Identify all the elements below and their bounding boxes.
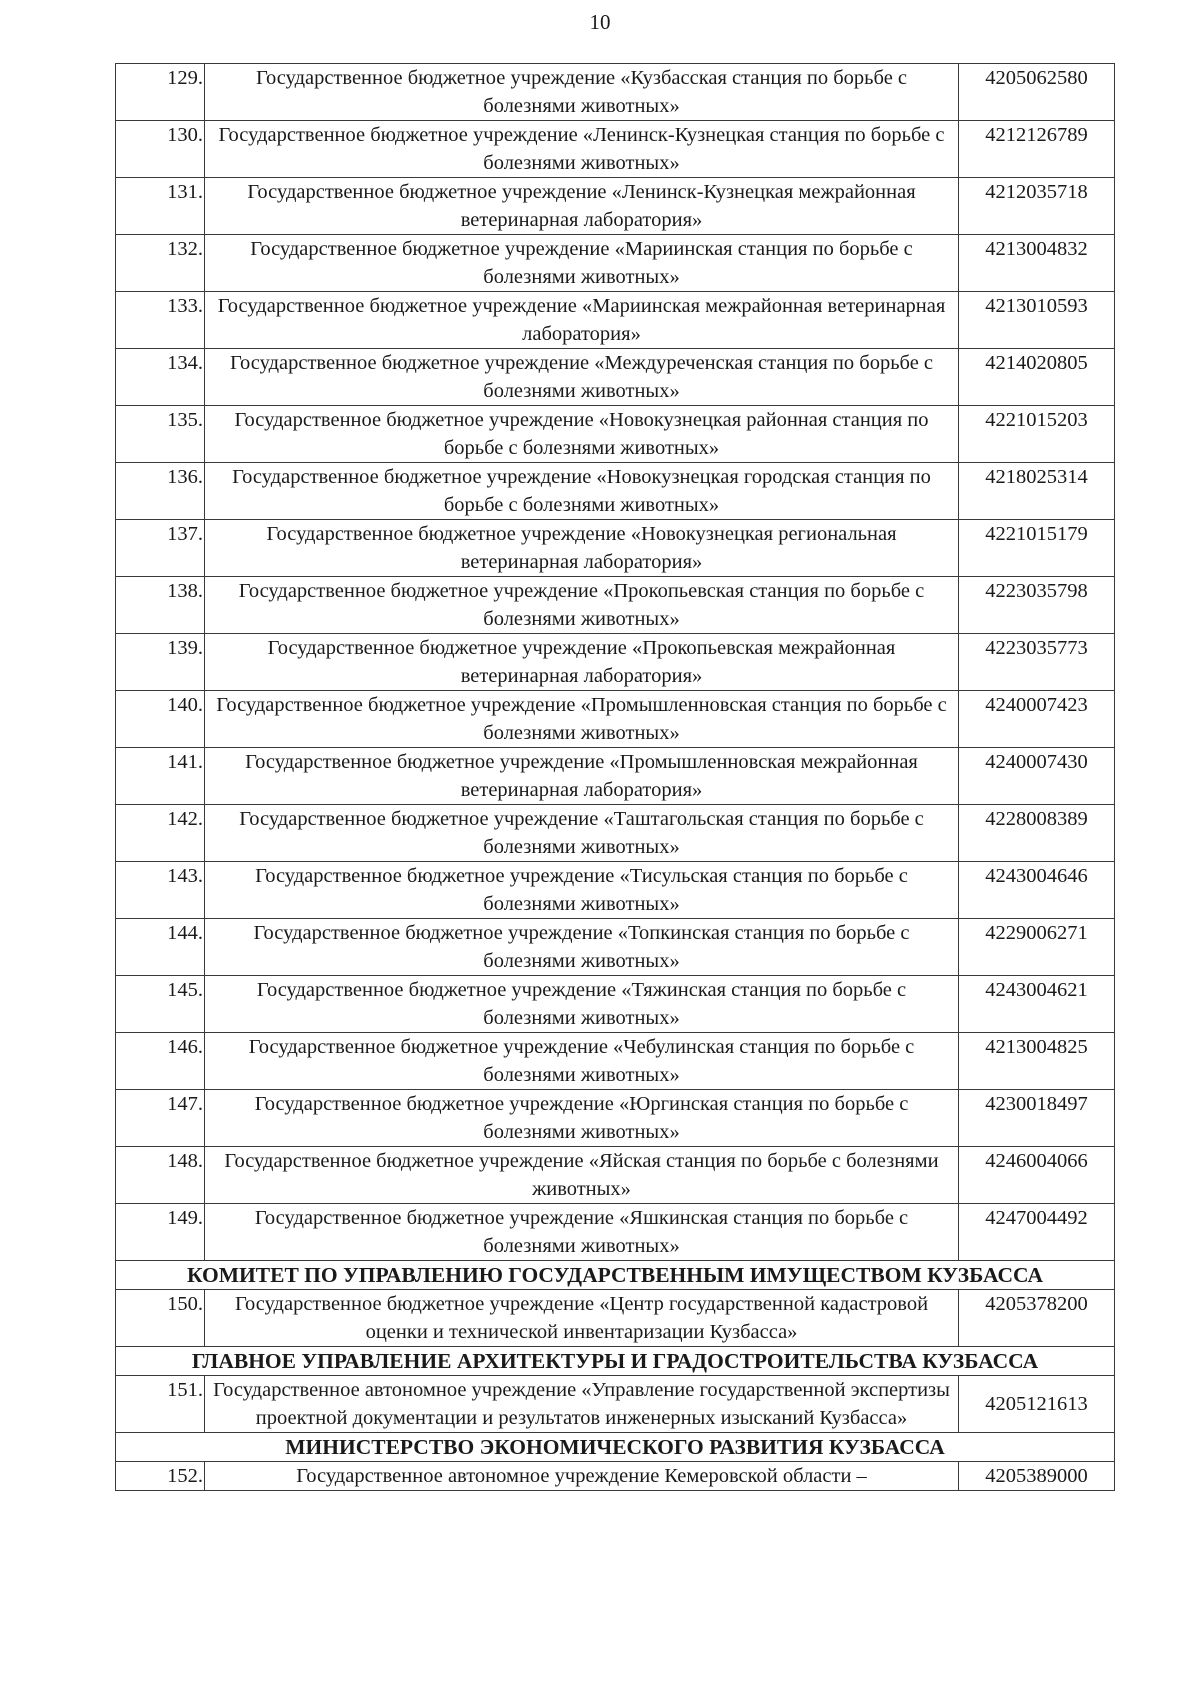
institution-name: Государственное бюджетное учреждение «Кузбасская станция по борьбе с болезнями животных» xyxy=(205,64,959,121)
institution-name: Государственное бюджетное учреждение «Юргинская станция по борьбе с болезнями животных» xyxy=(205,1090,959,1147)
institution-name: Государственное бюджетное учреждение «Таштагольская станция по борьбе с болезнями животных» xyxy=(205,805,959,862)
table-row xyxy=(116,577,1115,634)
institution-name: Государственное бюджетное учреждение «Чебулинская станция по борьбе с болезнями животных» xyxy=(205,1033,959,1090)
inn-code: 4205062580 xyxy=(959,64,1115,121)
section-title: ГЛАВНОЕ УПРАВЛЕНИЕ АРХИТЕКТУРЫ И ГРАДОСТРОИТЕЛЬСТВА КУЗБАССА xyxy=(116,1347,1115,1376)
row-number: 152. xyxy=(116,1462,205,1491)
section-title: МИНИСТЕРСТВО ЭКОНОМИЧЕСКОГО РАЗВИТИЯ КУЗБАССА xyxy=(116,1433,1115,1462)
institution-name: Государственное бюджетное учреждение «Ленинск-Кузнецкая межрайонная ветеринарная лаборатория» xyxy=(205,178,959,235)
institution-name: Государственное бюджетное учреждение «Топкинская станция по борьбе с болезнями животных» xyxy=(205,919,959,976)
row-number: 133. xyxy=(116,292,205,349)
institution-name: Государственное бюджетное учреждение «Междуреченская станция по борьбе с болезнями животных» xyxy=(205,349,959,406)
row-number: 139. xyxy=(116,634,205,691)
inn-code: 4205121613 xyxy=(959,1376,1115,1433)
institution-name: Государственное бюджетное учреждение «Ленинск-Кузнецкая станция по борьбе с болезнями животных» xyxy=(205,121,959,178)
institution-name: Государственное бюджетное учреждение «Мариинская межрайонная ветеринарная лаборатория» xyxy=(205,292,959,349)
table-row xyxy=(116,64,1115,121)
table-row xyxy=(116,976,1115,1033)
institution-name: Государственное бюджетное учреждение «Прокопьевская межрайонная ветеринарная лаборатория» xyxy=(205,634,959,691)
inn-code: 4213010593 xyxy=(959,292,1115,349)
institution-name: Государственное бюджетное учреждение «Промышленновская станция по борьбе с болезнями животных» xyxy=(205,691,959,748)
table-row xyxy=(116,349,1115,406)
table-row xyxy=(116,1376,1115,1433)
row-number: 134. xyxy=(116,349,205,406)
inn-code: 4228008389 xyxy=(959,805,1115,862)
institution-name: Государственное бюджетное учреждение «Прокопьевская станция по борьбе с болезнями животных» xyxy=(205,577,959,634)
inn-code: 4212126789 xyxy=(959,121,1115,178)
table-row xyxy=(116,1033,1115,1090)
row-number: 141. xyxy=(116,748,205,805)
inn-code: 4230018497 xyxy=(959,1090,1115,1147)
institution-name: Государственное бюджетное учреждение «Мариинская станция по борьбе с болезнями животных» xyxy=(205,235,959,292)
section-heading-economy xyxy=(116,1433,1115,1462)
table-row xyxy=(116,121,1115,178)
inn-code: 4205389000 xyxy=(959,1462,1115,1491)
institution-name: Государственное бюджетное учреждение «Яйская станция по борьбе с болезнями животных» xyxy=(205,1147,959,1204)
row-number: 146. xyxy=(116,1033,205,1090)
row-number: 129. xyxy=(116,64,205,121)
inn-code: 4213004825 xyxy=(959,1033,1115,1090)
row-number: 145. xyxy=(116,976,205,1033)
table-row xyxy=(116,1204,1115,1261)
inn-code: 4247004492 xyxy=(959,1204,1115,1261)
row-number: 151. xyxy=(116,1376,205,1433)
institution-name: Государственное бюджетное учреждение «Тяжинская станция по борьбе с болезнями животных» xyxy=(205,976,959,1033)
inn-code: 4223035798 xyxy=(959,577,1115,634)
table-row xyxy=(116,634,1115,691)
table-row xyxy=(116,178,1115,235)
inn-code: 4214020805 xyxy=(959,349,1115,406)
table-row xyxy=(116,748,1115,805)
row-number: 135. xyxy=(116,406,205,463)
table-row xyxy=(116,691,1115,748)
table-row xyxy=(116,1290,1115,1347)
row-number: 143. xyxy=(116,862,205,919)
institution-name: Государственное бюджетное учреждение «Новокузнецкая региональная ветеринарная лаборатория» xyxy=(205,520,959,577)
inn-code: 4212035718 xyxy=(959,178,1115,235)
institution-name: Государственное бюджетное учреждение «Промышленновская межрайонная ветеринарная лаборатория» xyxy=(205,748,959,805)
inn-code: 4240007430 xyxy=(959,748,1115,805)
institution-name: Государственное бюджетное учреждение «Новокузнецкая районная станция по борьбе с болезнями животных» xyxy=(205,406,959,463)
table-row xyxy=(116,463,1115,520)
inn-code: 4223035773 xyxy=(959,634,1115,691)
institutions-table xyxy=(115,63,1115,1491)
institution-name: Государственное бюджетное учреждение «Яшкинская станция по борьбе с болезнями животных» xyxy=(205,1204,959,1261)
row-number: 148. xyxy=(116,1147,205,1204)
inn-code: 4221015203 xyxy=(959,406,1115,463)
table-row xyxy=(116,1462,1115,1491)
inn-code: 4243004621 xyxy=(959,976,1115,1033)
row-number: 138. xyxy=(116,577,205,634)
inn-code: 4213004832 xyxy=(959,235,1115,292)
institution-name: Государственное бюджетное учреждение «Центр государственной кадастровой оценки и технической инвентаризации Кузбасса» xyxy=(205,1290,959,1347)
table-row xyxy=(116,406,1115,463)
row-number: 131. xyxy=(116,178,205,235)
row-number: 142. xyxy=(116,805,205,862)
table-row xyxy=(116,520,1115,577)
inn-code: 4218025314 xyxy=(959,463,1115,520)
inn-code: 4243004646 xyxy=(959,862,1115,919)
row-number: 136. xyxy=(116,463,205,520)
table-row xyxy=(116,1090,1115,1147)
institution-name: Государственное бюджетное учреждение «Новокузнецкая городская станция по борьбе с болезнями животных» xyxy=(205,463,959,520)
section-title: КОМИТЕТ ПО УПРАВЛЕНИЮ ГОСУДАРСТВЕННЫМ ИМУЩЕСТВОМ КУЗБАССА xyxy=(116,1261,1115,1290)
page-number: 10 xyxy=(589,10,611,34)
row-number: 147. xyxy=(116,1090,205,1147)
section-heading-architecture xyxy=(116,1347,1115,1376)
section-heading-property xyxy=(116,1261,1115,1290)
row-number: 137. xyxy=(116,520,205,577)
row-number: 144. xyxy=(116,919,205,976)
table-row xyxy=(116,1147,1115,1204)
inn-code: 4240007423 xyxy=(959,691,1115,748)
inn-code: 4205378200 xyxy=(959,1290,1115,1347)
table-row xyxy=(116,235,1115,292)
inn-code: 4221015179 xyxy=(959,520,1115,577)
inn-code: 4246004066 xyxy=(959,1147,1115,1204)
row-number: 149. xyxy=(116,1204,205,1261)
institution-name: Государственное бюджетное учреждение «Тисульская станция по борьбе с болезнями животных» xyxy=(205,862,959,919)
institution-name: Государственное автономное учреждение «Управление государственной экспертизы проектной документации и результатов инженерных изысканий Кузбасса» xyxy=(205,1376,959,1433)
table-row xyxy=(116,805,1115,862)
institution-name: Государственное автономное учреждение Кемеровской области – xyxy=(205,1462,959,1491)
row-number: 130. xyxy=(116,121,205,178)
row-number: 150. xyxy=(116,1290,205,1347)
inn-code: 4229006271 xyxy=(959,919,1115,976)
row-number: 140. xyxy=(116,691,205,748)
table-row xyxy=(116,862,1115,919)
table-row xyxy=(116,292,1115,349)
table-row xyxy=(116,919,1115,976)
row-number: 132. xyxy=(116,235,205,292)
